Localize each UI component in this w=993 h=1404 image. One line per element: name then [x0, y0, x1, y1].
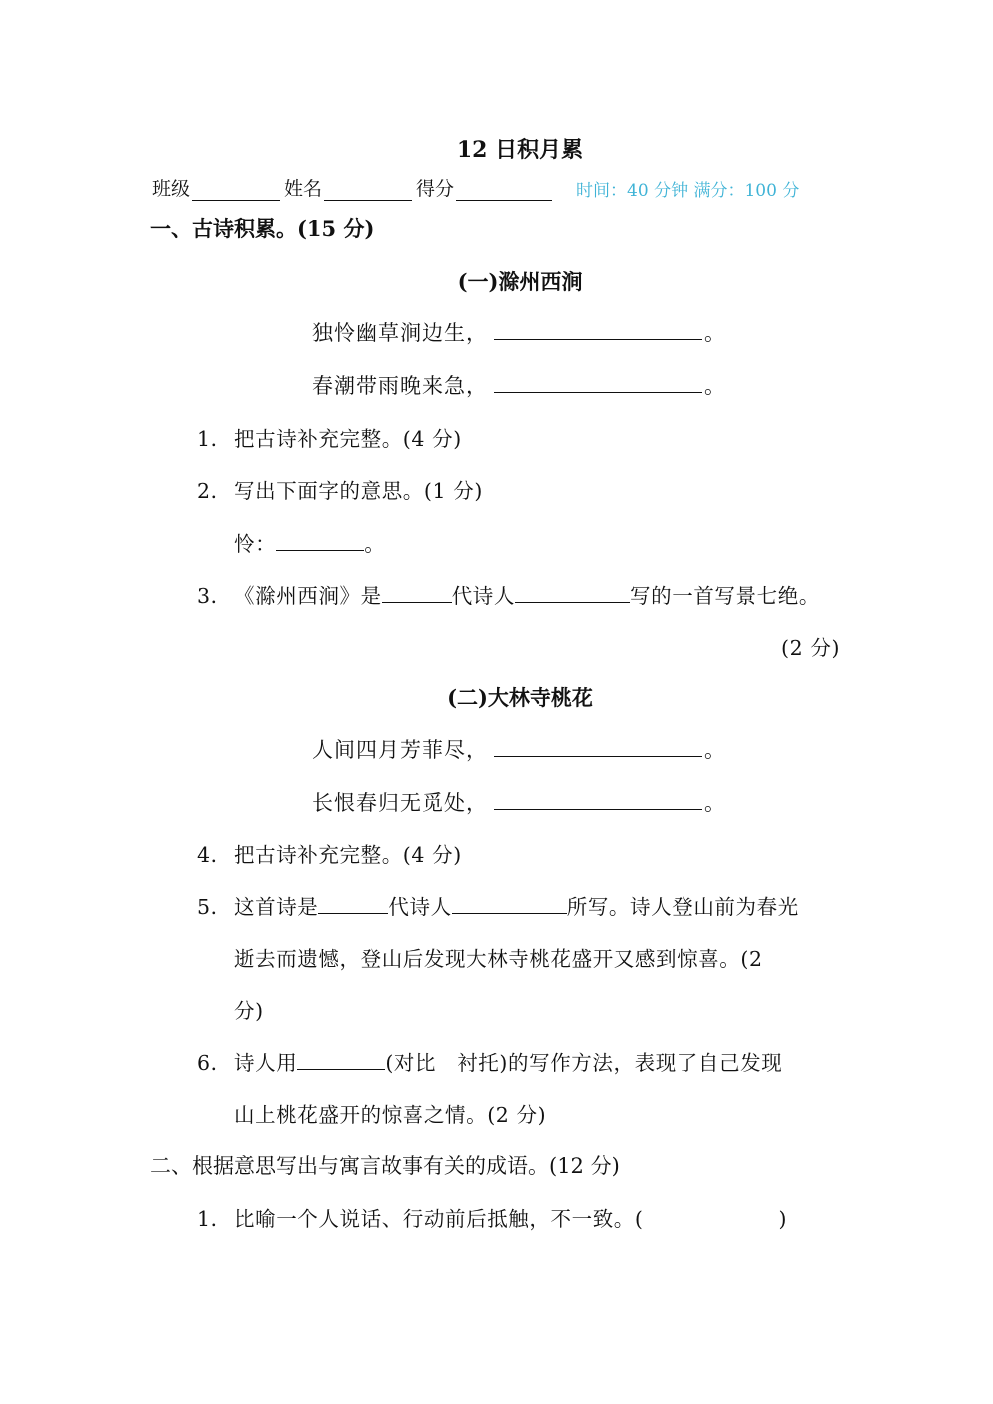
question-number: 5．	[197, 895, 232, 919]
sub-end: 。	[364, 532, 386, 556]
question-text-a: 诗人用	[234, 1051, 298, 1075]
dynasty-blank[interactable]	[318, 913, 388, 914]
question-text: 把古诗补充完整。(4 分)	[234, 843, 462, 867]
name-blank[interactable]	[324, 200, 412, 201]
question-3-score: (2 分)	[781, 636, 841, 660]
poem2-line2-end: 。	[704, 791, 726, 815]
question-text: 写出下面字的意思。(1 分)	[234, 479, 483, 503]
poet-blank[interactable]	[452, 913, 567, 914]
student-info-row	[152, 174, 799, 201]
question-text-a: 《滁州西涧》是	[234, 584, 382, 608]
poem2-line1-end: 。	[704, 738, 726, 762]
question-text-a: 这首诗是	[234, 895, 319, 919]
poem2-title: (二)大林寺桃花	[447, 685, 593, 710]
class-label: 班级	[152, 178, 191, 200]
sub-label: 怜：	[234, 532, 277, 556]
question-number: 4．	[197, 843, 232, 867]
poem1-line2-end: 。	[704, 374, 726, 398]
lian-meaning-blank[interactable]	[276, 550, 364, 551]
name-label: 姓名	[284, 178, 323, 200]
section-1-heading: 一、古诗积累。(15 分)	[150, 216, 375, 241]
section-2-heading: 二、根据意思写出与寓言故事有关的成语。(12 分)	[150, 1154, 620, 1178]
question-text: 比喻一个人说话、行动前后抵触，不一致。(	[234, 1207, 644, 1231]
poem1-line2-blank[interactable]	[494, 392, 702, 393]
poem1-line2-text: 春潮带雨晚来急，	[312, 374, 488, 398]
question-number: 3．	[197, 584, 232, 608]
question-5	[197, 890, 799, 920]
question-text: 把古诗补充完整。(4 分)	[234, 427, 462, 451]
question-number: 6．	[197, 1051, 232, 1075]
method-blank[interactable]	[297, 1069, 385, 1070]
question-4	[197, 838, 462, 868]
question-6	[197, 1046, 782, 1076]
question-text-b: (对比 衬托)的写作方法，表现了自己发现	[385, 1051, 783, 1075]
question-1	[197, 422, 462, 452]
class-blank[interactable]	[192, 200, 280, 201]
question-number: 2．	[197, 479, 232, 503]
poem1-line1-blank[interactable]	[494, 339, 702, 340]
question-6-line2: 山上桃花盛开的惊喜之情。(2 分)	[234, 1103, 547, 1127]
question-2-sub	[234, 527, 385, 557]
poem2-line2-blank[interactable]	[494, 809, 702, 810]
poem1-title: (一)滁州西涧	[457, 269, 583, 294]
question-number: 1．	[197, 427, 232, 451]
poem2-line1-text: 人间四月芳菲尽，	[312, 738, 488, 762]
question-2	[197, 474, 483, 504]
question-number: 1．	[197, 1207, 232, 1231]
question-text-c: 所写。诗人登山前为春光	[566, 895, 799, 919]
poem2-line1-blank[interactable]	[494, 756, 702, 757]
question-text-c: 写的一首写景七绝。	[630, 584, 820, 608]
question-5-line2: 逝去而遗憾，登山后发现大林寺桃花盛开又感到惊喜。(2	[234, 947, 763, 971]
poem1-line1-text: 独怜幽草涧边生，	[312, 321, 488, 345]
poem2-line2-text: 长恨春归无觅处，	[312, 791, 488, 815]
poet-blank[interactable]	[515, 602, 630, 603]
part2-question-1	[197, 1202, 787, 1232]
score-blank[interactable]	[456, 200, 552, 201]
poem1-line2	[312, 370, 726, 400]
question-3	[197, 579, 820, 609]
time-info: 时间：40 分钟 满分：100 分	[576, 181, 800, 201]
question-text-b: 代诗人	[388, 895, 452, 919]
poem2-line1	[312, 734, 726, 764]
poem1-line1	[312, 317, 726, 347]
close-paren: )	[778, 1207, 788, 1231]
score-label: 得分	[416, 178, 455, 200]
question-text-b: 代诗人	[451, 584, 516, 608]
dynasty-blank[interactable]	[382, 602, 452, 603]
poem2-line2	[312, 787, 726, 817]
page-title: 12 日积月累	[456, 137, 584, 163]
question-5-line3: 分)	[234, 999, 264, 1023]
poem1-line1-end: 。	[704, 321, 726, 345]
